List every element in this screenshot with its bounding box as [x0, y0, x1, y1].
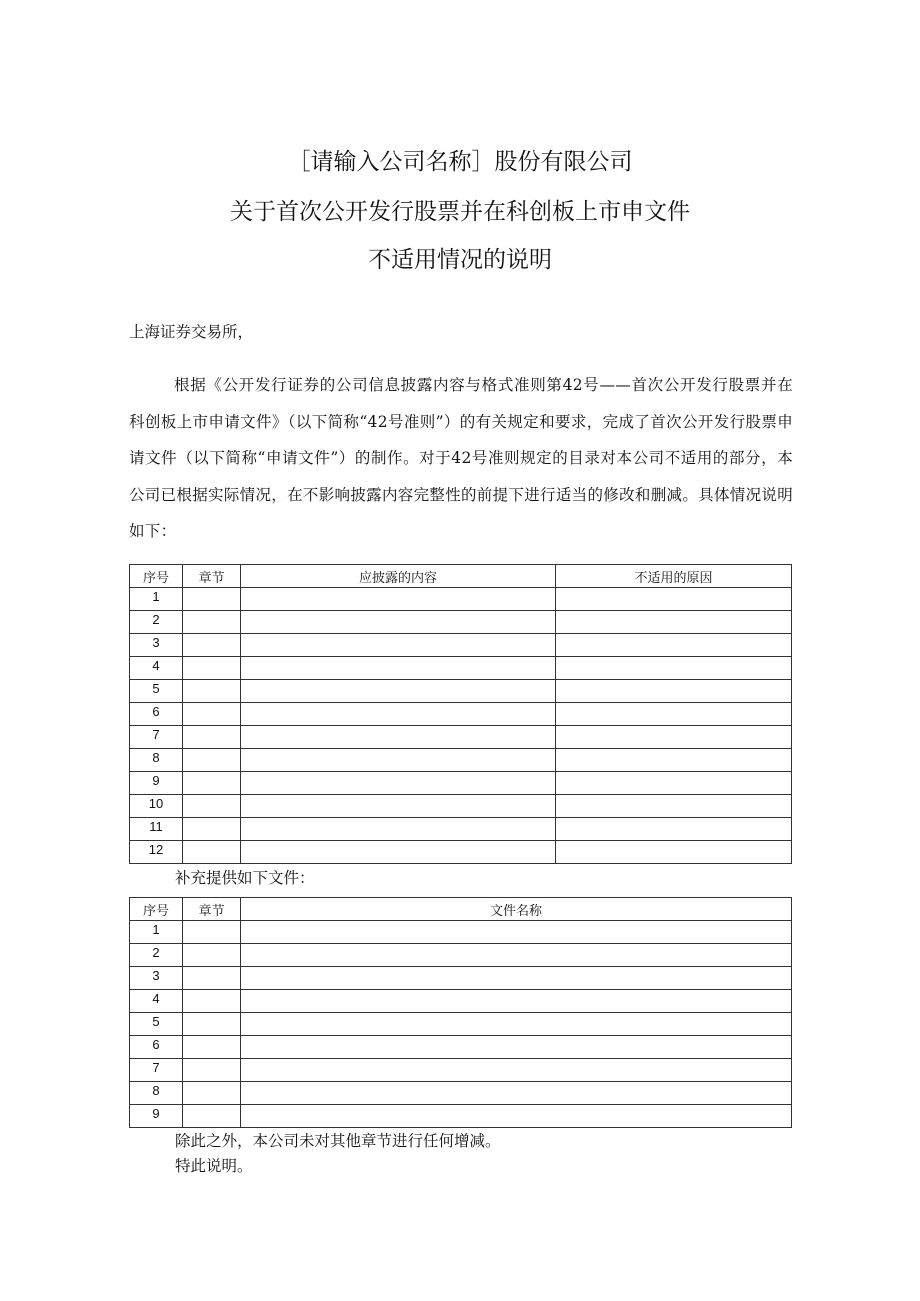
- table-row: [130, 703, 792, 726]
- title-description: 不适用情况的说明: [368, 247, 552, 273]
- table-cell: [241, 772, 556, 795]
- table-cell: [183, 680, 241, 703]
- table-row: [130, 1036, 792, 1059]
- table-cell: [183, 703, 241, 726]
- table-row: [130, 611, 792, 634]
- table-cell: [241, 1013, 792, 1036]
- table-row: [130, 772, 792, 795]
- table-row: [130, 944, 792, 967]
- table-cell: [241, 944, 792, 967]
- row-number: 7: [130, 1059, 183, 1082]
- supplement-label: 补充提供如下文件：: [175, 869, 315, 887]
- table-cell: [183, 1013, 241, 1036]
- row-number: 3: [130, 967, 183, 990]
- table-row: [130, 967, 792, 990]
- table-cell: [241, 1105, 792, 1128]
- table-row: [130, 634, 792, 657]
- table-row: [130, 726, 792, 749]
- table-cell: [183, 841, 241, 864]
- table-cell: [241, 1059, 792, 1082]
- table-cell: [183, 944, 241, 967]
- table-row: [130, 680, 792, 703]
- row-number: 2: [130, 944, 183, 967]
- body-paragraph: 根据《公开发行证券的公司信息披露内容与格式准则第42号——首次公开发行股票并在科创板上市申请文件》（以下简称“42号准则”）的有关规定和要求，完成了首次公开发行股票申请文件（以下简称“申请文件”）的制作。对于42号准则规定的目录对本公司不适用的部分，本公司已根据实际情况，在不影响披露内容完整性的前提下进行适当的修改和删减。具体情况说明如下：: [129, 376, 793, 540]
- table-cell: [556, 703, 792, 726]
- table-cell: [183, 1105, 241, 1128]
- table-cell: [183, 657, 241, 680]
- row-number: 1: [130, 588, 183, 611]
- table-cell: [183, 611, 241, 634]
- header-chapter: 章节: [183, 565, 241, 588]
- table-cell: [556, 772, 792, 795]
- header-seq: 序号: [130, 565, 183, 588]
- table-row: [130, 657, 792, 680]
- row-number: 2: [130, 611, 183, 634]
- table-row: [130, 795, 792, 818]
- table-cell: [183, 921, 241, 944]
- table-cell: [183, 795, 241, 818]
- table-row: [130, 588, 792, 611]
- table-row: [130, 1105, 792, 1128]
- table-cell: [556, 680, 792, 703]
- table-cell: [241, 703, 556, 726]
- table-cell: [241, 657, 556, 680]
- table-cell: [183, 749, 241, 772]
- table-cell: [556, 726, 792, 749]
- table-cell: [241, 749, 556, 772]
- table-row: [130, 921, 792, 944]
- table-cell: [556, 588, 792, 611]
- table-cell: [556, 611, 792, 634]
- table-cell: [556, 818, 792, 841]
- row-number: 12: [130, 841, 183, 864]
- table-cell: [241, 634, 556, 657]
- table-row: [130, 749, 792, 772]
- table-cell: [183, 726, 241, 749]
- table-cell: [556, 749, 792, 772]
- row-number: 4: [130, 990, 183, 1013]
- row-number: 9: [130, 772, 183, 795]
- table-cell: [241, 1082, 792, 1105]
- table-cell: [183, 818, 241, 841]
- row-number: 8: [130, 1082, 183, 1105]
- not-applicable-table: [129, 564, 792, 864]
- row-number: 10: [130, 795, 183, 818]
- row-number: 7: [130, 726, 183, 749]
- row-number: 5: [130, 1013, 183, 1036]
- table-cell: [241, 588, 556, 611]
- row-number: 11: [130, 818, 183, 841]
- table-row: [130, 841, 792, 864]
- table-cell: [183, 1082, 241, 1105]
- table-cell: [183, 990, 241, 1013]
- closing-signoff: 特此说明。: [175, 1157, 253, 1175]
- table-cell: [183, 772, 241, 795]
- table-cell: [556, 657, 792, 680]
- salutation: 上海证券交易所，: [129, 323, 254, 341]
- table-cell: [183, 1059, 241, 1082]
- table-cell: [241, 990, 792, 1013]
- table-cell: [241, 818, 556, 841]
- table-cell: [183, 634, 241, 657]
- table-cell: [241, 611, 556, 634]
- row-number: 8: [130, 749, 183, 772]
- row-number: 9: [130, 1105, 183, 1128]
- table-row: [130, 1059, 792, 1082]
- title-company: ［请输入公司名称］股份有限公司: [287, 149, 633, 175]
- table-cell: [241, 1036, 792, 1059]
- table-cell: [556, 795, 792, 818]
- title-subject: 关于首次公开发行股票并在科创板上市申文件: [230, 199, 690, 225]
- table-cell: [241, 680, 556, 703]
- header-seq: 序号: [130, 898, 183, 921]
- header-file-name: 文件名称: [241, 898, 792, 921]
- header-reason: 不适用的原因: [556, 565, 792, 588]
- supplement-files-table: [129, 897, 792, 1128]
- table-cell: [241, 967, 792, 990]
- table-cell: [183, 967, 241, 990]
- header-chapter: 章节: [183, 898, 241, 921]
- row-number: 3: [130, 634, 183, 657]
- table-cell: [556, 634, 792, 657]
- row-number: 6: [130, 703, 183, 726]
- table-cell: [183, 588, 241, 611]
- table-cell: [241, 841, 556, 864]
- row-number: 5: [130, 680, 183, 703]
- row-number: 1: [130, 921, 183, 944]
- table-cell: [241, 921, 792, 944]
- table-row: [130, 1082, 792, 1105]
- table-row: [130, 818, 792, 841]
- table-row: [130, 1013, 792, 1036]
- header-content: 应披露的内容: [241, 565, 556, 588]
- table-cell: [241, 726, 556, 749]
- row-number: 6: [130, 1036, 183, 1059]
- table-row: [130, 990, 792, 1013]
- table-cell: [556, 841, 792, 864]
- row-number: 4: [130, 657, 183, 680]
- table-cell: [183, 1036, 241, 1059]
- table-cell: [241, 795, 556, 818]
- closing-statement: 除此之外，本公司未对其他章节进行任何增减。: [175, 1132, 501, 1150]
